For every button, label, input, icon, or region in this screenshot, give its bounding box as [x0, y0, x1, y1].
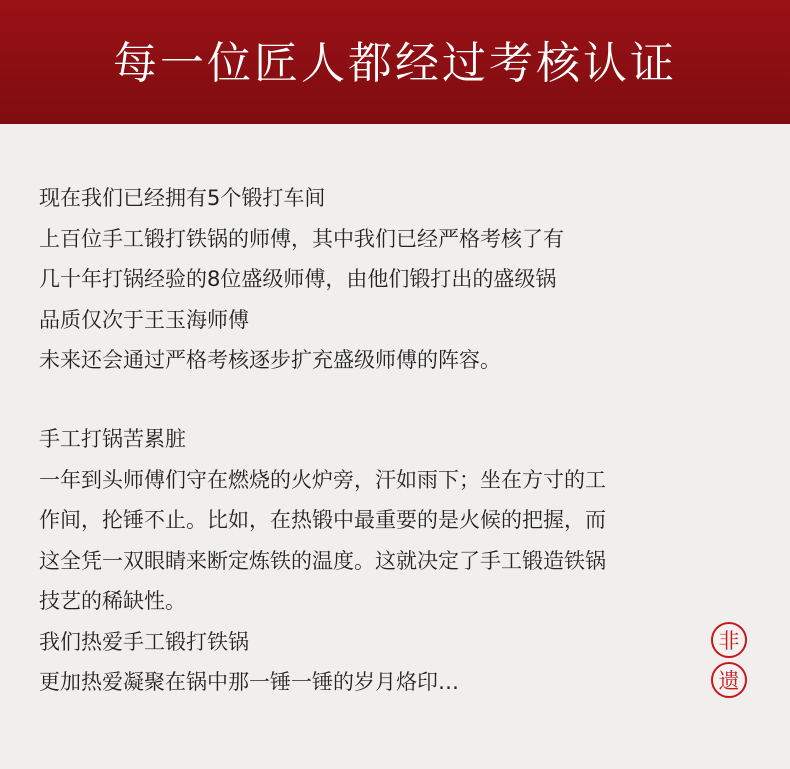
text-line: 这全凭一双眼睛来断定炼铁的温度。这就决定了手工锻造铁锅 [39, 548, 606, 573]
text-line: 未来还会通过严格考核逐步扩充盛级师傅的阵容。 [39, 348, 501, 372]
text-line: 我们热爱手工锻打铁锅 [39, 629, 249, 654]
text-line: 更加热爱凝聚在锅中那一锤一锤的岁月烙印… [39, 670, 459, 694]
text-line: 现在我们已经拥有5个锻打车间 [39, 186, 326, 210]
seal-char-fei: 非 [711, 622, 747, 658]
intangible-heritage-seal [705, 622, 753, 702]
main-content [0, 124, 790, 769]
text-line: 作间，抡锤不止。比如，在热锻中最重要的是火候的把握，而 [39, 508, 606, 532]
text-line: 一年到头师傅们守在燃烧的火炉旁，汗如雨下；坐在方寸的工 [39, 467, 606, 492]
seal-char-yi: 遗 [711, 662, 747, 698]
text-line: 品质仅次于王玉海师傅 [39, 307, 249, 332]
text-line: 上百位手工锻打铁锅的师傅，其中我们已经严格考核了有 [39, 226, 564, 251]
text-line: 几十年打锅经验的8位盛级师傅，由他们锻打出的盛级锅 [39, 267, 557, 291]
paragraph-workshops [39, 178, 564, 381]
paragraph-craft [39, 419, 606, 703]
header-banner [0, 0, 790, 124]
text-line: 技艺的稀缺性。 [39, 589, 186, 613]
page-title: 每一位匠人都经过考核认证 [113, 38, 677, 89]
text-line: 手工打锅苦累脏 [39, 427, 186, 451]
